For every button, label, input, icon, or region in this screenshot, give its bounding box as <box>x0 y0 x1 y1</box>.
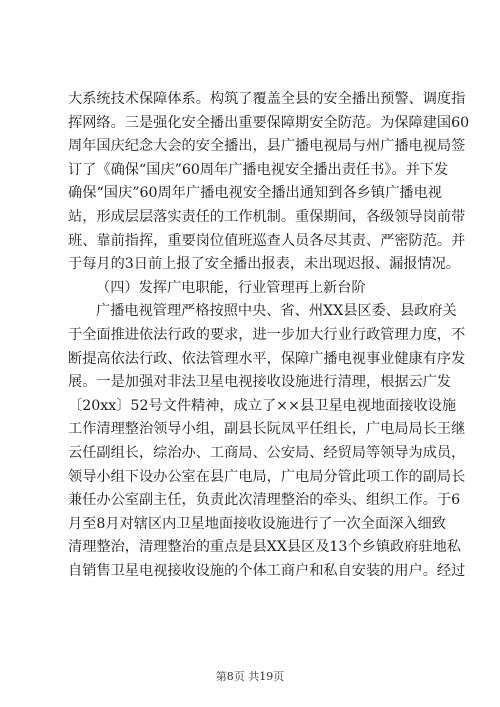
text-line: 云任副组长，综治办、工商局、公安局、经贸局等领导为成员， <box>68 444 466 461</box>
text-line: 展。一是加强对非法卫星电视接收设施进行清理，根据云广发 <box>68 374 452 391</box>
text-line: 自销售卫星电视接收设施的个体工商户和私自安装的用户。经过 <box>68 562 466 579</box>
text-line: 〔20xx〕52号文件精神，成立了××县卫星电视地面接收设施 <box>68 397 457 414</box>
text-line: 大系统技术保障体系。构筑了覆盖全县的安全播出预警、调度指 <box>68 91 466 107</box>
text-line: 广播电视管理严格按照中央、省、州XX县区委、县政府关 <box>96 303 457 320</box>
text-line: 班、靠前指挥，重要岗位值班巡查人员各尽其责、严密防范。并 <box>68 232 466 249</box>
text-line: 于每月的3日前上报了安全播出报表，未出现迟报、漏报情况。 <box>68 256 461 273</box>
text-line: 站，形成层层落实责任的工作机制。重保期间，各级领导岗前带 <box>68 208 466 225</box>
text-line: 挥网络。三是强化安全播出重要保障期安全防范。为保障建国60 <box>68 114 470 131</box>
text-line: 于全面推进依法行政的要求，进一步加大行业行政管理力度，不 <box>68 326 466 343</box>
text-line: 断提高依法行政、依法管理水平，保障广播电视事业健康有序发 <box>68 350 466 367</box>
text-line: 确保“国庆”60周年广播电视安全播出通知到各乡镇广播电视 <box>68 185 442 202</box>
section-heading: （四）发挥广电职能，行业管理再上新台阶 <box>96 279 366 296</box>
text-line: 月至8月对辖区内卫星地面接收设施进行了一次全面深入细致 <box>68 515 446 532</box>
text-line: 兼任办公室副主任，负责此次清理整治的牵头、组织工作。于6 <box>68 492 461 509</box>
text-line: 订了《确保“国庆”60周年广播电视安全播出责任书》。并下发 <box>68 161 449 178</box>
text-line: 周年国庆纪念大会的安全播出，县广播电视局与州广播电视局签 <box>68 138 466 155</box>
page-number: 第8页 共19页 <box>215 670 285 683</box>
body-text <box>68 88 470 583</box>
text-line: 领导小组下设办公室在县广电局，广电局分管此项工作的副局长 <box>68 468 466 485</box>
text-line: 工作清理整治领导小组，副县长阮凤平任组长，广电局局长王继 <box>68 421 466 438</box>
text-line: 清理整治，清理整治的重点是县XX县区及13个乡镇政府驻地私 <box>68 539 461 556</box>
